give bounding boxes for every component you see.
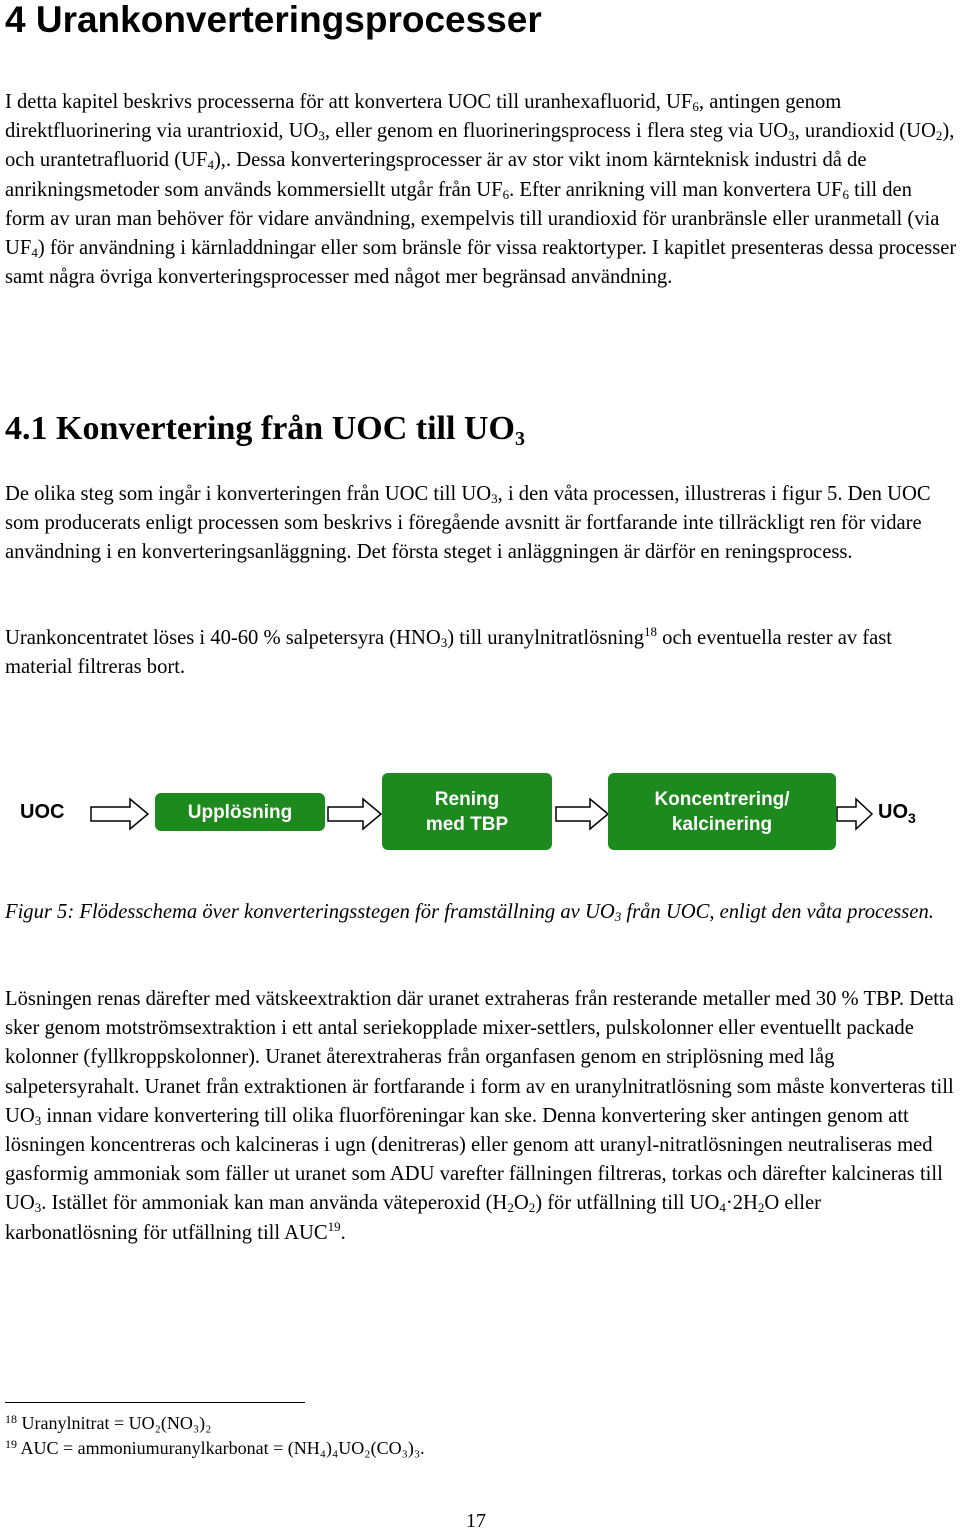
flow-arrow-2 <box>327 797 387 831</box>
flow-step-calcination: Koncentrering/ kalcinering <box>608 773 836 850</box>
section-paragraph-2: Urankoncentratet löses i 40-60 % salpetersyra $(HNO_3)$ till uranylnitratlösning$^{18}$ och eventuella rester av fast material filtreras bort. <box>5 624 893 679</box>
flow-step-dissolution: Upplösning <box>155 793 325 831</box>
chapter-title: 4 Urankonverteringsprocesser <box>5 0 542 40</box>
flow-arrow-1 <box>90 797 150 831</box>
flow-arrow-4 <box>836 797 876 831</box>
flow-output-label: $UO_3$ <box>878 801 916 826</box>
flow-input-label: UOC <box>20 801 65 823</box>
page-number: 17 <box>466 1510 486 1532</box>
footnote-separator <box>5 1402 305 1403</box>
footnote-18: $^{18}$ Uranylnitrat = UO₂(NO₃)₂ <box>5 1412 212 1433</box>
flow-arrow-3 <box>555 797 615 831</box>
figure-caption: Figur 5: Flödesschema över konverteringsstegen för framställning av $UO_3$ från UOC, enligt den våta processen. <box>5 901 934 924</box>
section-paragraph-3: Lösningen renas därefter med vätskeextraktion där uranet extraheras från resterande metaller med 30 % TBP. Detta sker genom motströmsextraktion i ett antal seriekopplade mixer-settlers, pulskolonner eller eventuellt packade kolonner (fyllkroppskolonner). Uranet återextraheras från organfasen genom en striplösning med låg salpetersyrahalt. Uranet från extraktionen är fortfarande i form av en uranylnitratlösning som måste konverteras till $UO_3$ innan vidare konvertering till olika fluorföreningar kan ske. Denna konvertering sker antingen genom att lösningen koncentreras och kalcineras i ugn (denitreras) eller genom att uranyl-nitratlösningen neutraliseras med gasformig ammoniak som fäller ut uranet som ADU varefter fällningen filtreras, torkas och därefter kalcineras till $UO_3$. Istället för ammoniak kan man använda väteperoxid $(H_2O_2)$ för utfällning till $UO_4\cdot 2H_2O$ eller karbonatlösning för utfällning till AUC$^{19}$. <box>5 988 954 1244</box>
footnote-19: $^{19}$ AUC = ammoniumuranylkarbonat = (NH₄)₄UO₂(CO₃)₃. <box>5 1437 425 1458</box>
flow-step-purification: Rening med TBP <box>382 773 552 850</box>
intro-paragraph: I detta kapitel beskrivs processerna för att konvertera UOC till uranhexafluorid, $UF_6$, antingen genom direktfluorinering via urantrioxid, $UO_3$, eller genom en fluorineringsprocess i flera steg via $UO_3$, urandioxid $(UO_2)$, och urantetrafluorid $(UF_4)$,. Dessa konverteringsprocesser är av stor vikt inom kärnteknisk industri då de anrikningsmetoder som används kommersiellt utgår från $UF_6$. Efter anrikning vill man konvertera $UF_6$ till den form av uran man behöver för vidare användning, exempelvis till urandioxid för uranbränsle eller uranmetall (via $UF_4$) för användning i kärnladdningar eller som bränsle för vissa reaktortyper. I kapitlet presenteras dessa processer samt några övriga konverteringsprocesser med något mer begränsad användning. <box>5 91 957 289</box>
section-title: 4.1 Konvertering från UOC till $UO_3$ <box>5 410 525 450</box>
section-paragraph-1: De olika steg som ingår i konverteringen från UOC till $UO_3$, i den våta processen, illustreras i figur 5. Den UOC som producerats enligt processen som beskrivs i föregående avsnitt är fortfarande inte tillräckligt ren för vidare användning i en konverteringsanläggning. Det första steget i anläggningen är därför en reningsprocess. <box>5 483 931 564</box>
